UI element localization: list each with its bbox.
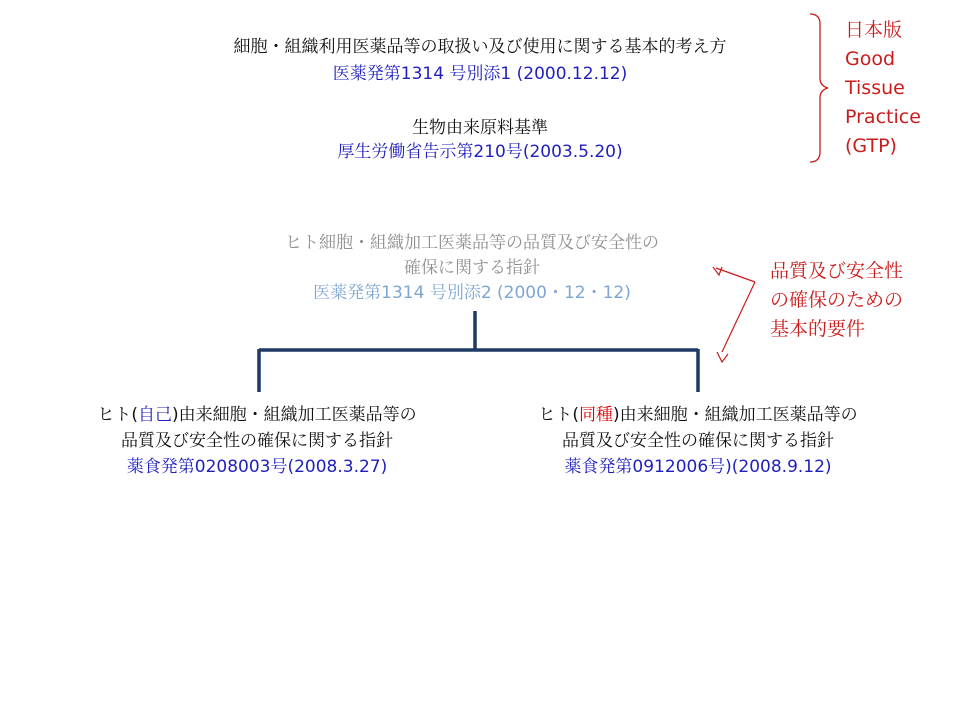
right-doc-suffix: )由来細胞・組織加工医薬品等の (613, 405, 858, 425)
doc1-ref: 医薬発第1314 号別添1 (2000.12.12) (332, 64, 628, 84)
center-doc-title-2: 確保に関する指針 (404, 258, 540, 278)
quality-label (770, 257, 903, 344)
gtp-label-line: (GTP) (845, 135, 897, 157)
right-doc-title-2: 品質及び安全性の確保に関する指針 (562, 431, 834, 451)
quality-label-line: 基本的要件 (770, 318, 866, 340)
left-doc-title-1 (97, 403, 416, 427)
quality-arrow (722, 282, 755, 352)
gtp-label-line: Tissue (845, 77, 905, 99)
left-doc-title-2: 品質及び安全性の確保に関する指針 (121, 431, 393, 451)
quality-label-line: 品質及び安全性 (770, 260, 904, 282)
right-doc-title-1 (538, 403, 857, 427)
gtp-label-line: 日本版 (845, 19, 903, 41)
center-doc-title-1: ヒト細胞・組織加工医薬品等の品質及び安全性の (285, 233, 659, 253)
gtp-brace (810, 14, 828, 162)
arrow-head-bottom (717, 352, 728, 362)
left-doc-highlight: 自己 (138, 405, 172, 425)
gtp-label (845, 16, 921, 161)
left-doc-prefix: ヒト( (97, 405, 138, 425)
left-doc-ref: 薬食発第0208003号(2008.3.27) (126, 457, 388, 477)
right-doc-ref: 薬食発第0912006号)(2008.9.12) (564, 457, 832, 477)
gtp-label-line: Good (845, 48, 896, 70)
tree-connector (259, 311, 698, 392)
right-doc-prefix: ヒト( (538, 405, 579, 425)
left-doc-suffix: )由来細胞・組織加工医薬品等の (172, 405, 417, 425)
quality-label-line: の確保のための (770, 289, 904, 311)
doc2-ref: 厚生労働省告示第210号(2003.5.20) (337, 142, 623, 162)
doc1-title: 細胞・組織利用医薬品等の取扱い及び使用に関する基本的考え方 (233, 37, 727, 57)
gtp-label-line: Practice (845, 106, 921, 128)
center-doc-ref: 医薬発第1314 号別添2 (2000・12・12) (313, 283, 631, 303)
right-doc-highlight: 同種 (579, 405, 613, 425)
doc2-title: 生物由来原料基準 (412, 118, 548, 138)
